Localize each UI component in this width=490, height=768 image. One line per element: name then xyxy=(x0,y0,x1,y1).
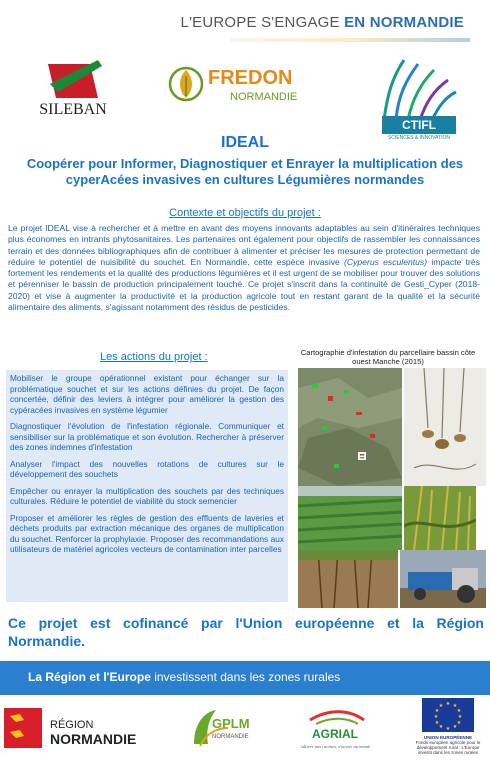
svg-text:★: ★ xyxy=(434,708,440,714)
svg-text:SCIENCES & INNOVATION: SCIENCES & INNOVATION xyxy=(387,135,451,140)
svg-text:UNION EUROPÉENNE: UNION EUROPÉENNE xyxy=(423,735,473,740)
plants-photo xyxy=(404,486,476,550)
region-normandie-logo xyxy=(4,702,164,754)
svg-text:★: ★ xyxy=(438,703,444,709)
gplm-logo xyxy=(186,704,256,754)
band-text: La Région et l'Europe investissent dans les zones rurales xyxy=(28,670,341,684)
svg-text:Cultiver nos racines, s'ouvrir: Cultiver nos racines, s'ouvrir au monde xyxy=(300,744,370,749)
field-photo xyxy=(298,486,402,550)
svg-text:★: ★ xyxy=(452,724,458,730)
svg-text:★: ★ xyxy=(445,726,451,732)
actions-heading: Les actions du projet : xyxy=(100,351,208,363)
machinery-photo xyxy=(400,550,486,608)
infestation-map-image xyxy=(298,368,402,486)
sileban-logo xyxy=(28,58,118,120)
fredon-logo xyxy=(168,62,318,108)
svg-text:★: ★ xyxy=(445,701,451,707)
action-item: Proposer et améliorer les règles de gestion des effluents de laveries et déchets produits par extraction mécanique des organes de multiplication du souchet. Renforcer la prophylaxie. Proposer des recommandations aux utilisateurs de matériel agricoles vecteurs de contamination inter parcelles xyxy=(10,512,284,554)
eu-flag-logo xyxy=(418,698,478,766)
svg-text:★: ★ xyxy=(438,724,444,730)
svg-text:RÉGION: RÉGION xyxy=(50,719,94,731)
svg-text:NORMANDIE: NORMANDIE xyxy=(50,731,137,747)
ctifl-logo xyxy=(374,50,464,140)
svg-text:NORMANDIE: NORMANDIE xyxy=(212,734,249,740)
action-item: Diagnostiquer l'évolution de l'infestation régionale. Communiquer et sensibiliser sur la problématique et son évolution. Rechercher à préserver des zones indemnes d'infestation xyxy=(10,421,284,452)
svg-text:CTIFL: CTIFL xyxy=(402,118,436,132)
rural-investment-band xyxy=(0,661,490,695)
europe-engage-text: L'EUROPE S'ENGAGE EN NORMANDIE xyxy=(180,14,464,31)
svg-text:GPLM: GPLM xyxy=(212,716,250,731)
svg-text:★: ★ xyxy=(433,714,439,720)
svg-text:★: ★ xyxy=(456,708,462,714)
action-item: Analyser l'impact des nouvelles rotations de cultures sur le développement des souchets xyxy=(10,458,284,479)
action-item: Empêcher ou enrayer la multiplication des souchets par des techniques culturales. Réduire le potentiel de viabilité du stock semencier xyxy=(10,485,284,506)
svg-text:★: ★ xyxy=(452,703,458,709)
svg-text:SILEBAN: SILEBAN xyxy=(39,101,107,118)
actions-box xyxy=(6,370,288,602)
agrial-logo xyxy=(300,706,370,756)
map-caption: Cartographie d'infestation du parcellaire bassin côte ouest Manche (2015) xyxy=(300,348,476,366)
context-paragraph: Le projet IDEAL vise à rechercher et à mettre en avant des moyens innovants adaptables au sein d'itinéraires techniques plus économes en intrants phytosanitaires. Les partenaires ont également pour objectifs de rassembler les connaissances terrain et des données bibliographiques afin de contribuer à alimenter et préciser les mesures de protection permettant de réduire le potentiel de nuisibilité du souchet. En Normandie, cette espèce invasive (Cyperus esculentus) impacte très fortement les rendements et la qualité des productions légumières et il est urgent de se mobiliser pour trouver des solutions et pérenniser le bassin de production principalement touché. Ce projet s'inscrit dans la continuité de Gesti_Cyper (2018-2020) et vise à augmenter la productivité et la production agricole tout en restant garant de la qualité et la sécurité alimentaire des aliments, s'agissant notamment des résidus de pesticides. xyxy=(8,223,480,313)
project-subtitle: Coopérer pour Informer, Diagnostiquer et Enrayer la multiplication des cyperAcées invasives en cultures Légumières normandes xyxy=(26,156,464,187)
project-title: IDEAL xyxy=(221,134,269,151)
cofinance-statement: Ce projet est cofinancé par l'Union européenne et la Région Normandie. xyxy=(8,615,484,649)
context-heading: Contexte et objectifs du projet : xyxy=(169,207,321,219)
svg-text:NORMANDIE: NORMANDIE xyxy=(230,91,298,103)
svg-text:FREDON: FREDON xyxy=(208,67,293,89)
banner-stripe xyxy=(230,38,470,42)
svg-text:AGRIAL: AGRIAL xyxy=(312,727,358,741)
action-item: Mobiliser le groupe opérationnel existant pour échanger sur la problématique souchet et sur les actions définies du projet. De façon concertée, définir des leviers à intégrer pour améliorer la gestion des cypéracées invasives en système légumier xyxy=(10,373,284,415)
svg-text:★: ★ xyxy=(456,720,462,726)
svg-text:★: ★ xyxy=(434,720,440,726)
soil-roots-photo xyxy=(298,550,398,608)
top-banner xyxy=(0,0,490,50)
eu-fund-note: Fonds européen agricole pour le développement rural : L'Europe investit dans les zones rurales xyxy=(415,740,481,756)
svg-text:★: ★ xyxy=(457,714,463,720)
tubers-photo xyxy=(404,368,486,486)
